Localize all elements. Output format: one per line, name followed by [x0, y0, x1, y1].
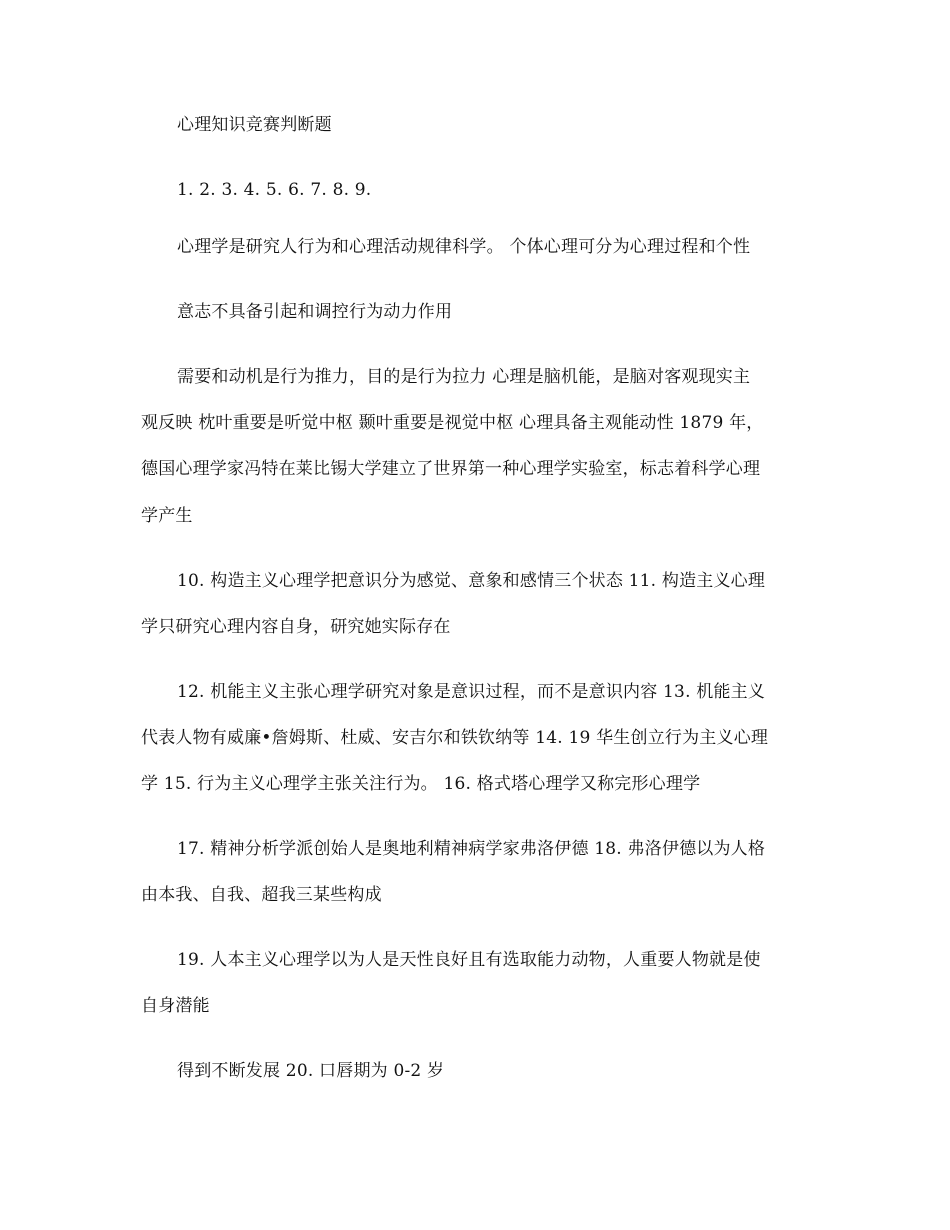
paragraph-line: 19. 人本主义心理学以为人是天性良好且有选取能力动物，人重要人物就是使 — [177, 950, 761, 970]
paragraph-line: 观反映 枕叶重要是听觉中枢 颞叶重要是视觉中枢 心理具备主观能动性 1879 年， — [141, 413, 764, 433]
paragraph-line: 代表人物有威廉•詹姆斯、杜威、安吉尔和铁钦纳等 14. 19 华生创立行为主义心理 — [141, 728, 769, 748]
paragraph-line: 10. 构造主义心理学把意识分为感觉、意象和感情三个状态 11. 构造主义心理 — [177, 571, 766, 591]
paragraph-line: 得到不断发展 20. 口唇期为 0-2 岁 — [177, 1061, 445, 1081]
paragraph-line: 德国心理学家冯特在莱比锡大学建立了世界第一种心理学实验室，标志着科学心理 — [141, 459, 761, 479]
paragraph-line: 由本我、自我、超我三某些构成 — [141, 885, 382, 905]
paragraph-line: 意志不具备引起和调控行为动力作用 — [177, 302, 453, 322]
numbers-line: 1. 2. 3. 4. 5. 6. 7. 8. 9. — [177, 180, 372, 200]
paragraph-line: 学 15. 行为主义心理学主张关注行为。 16. 格式塔心理学又称完形心理学 — [141, 774, 701, 794]
paragraph-line: 需要和动机是行为推力，目的是行为拉力 心理是脑机能，是脑对客观现实主 — [177, 367, 751, 387]
paragraph-line: 学只研究心理内容自身，研究她实际存在 — [141, 617, 451, 637]
paragraph-line: 心理学是研究人行为和心理活动规律科学。 个体心理可分为心理过程和个性 — [177, 237, 751, 257]
paragraph-line: 学产生 — [141, 506, 193, 526]
paragraph-line: 17. 精神分析学派创始人是奥地利精神病学家弗洛伊德 18. 弗洛伊德以为人格 — [177, 839, 766, 859]
paragraph-line: 12. 机能主义主张心理学研究对象是意识过程，而不是意识内容 13. 机能主义 — [177, 682, 766, 702]
paragraph-line: 自身潜能 — [141, 996, 210, 1016]
document-title: 心理知识竞赛判断题 — [177, 115, 332, 135]
